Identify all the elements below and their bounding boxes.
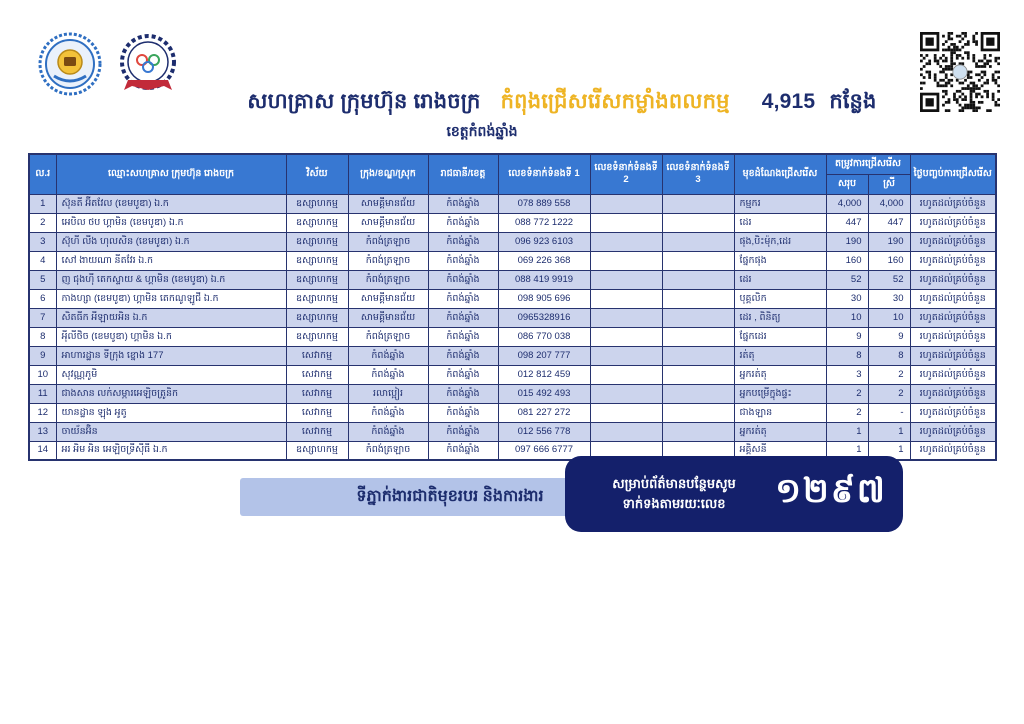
cell-female: 1 xyxy=(868,422,910,441)
cell-total: 2 xyxy=(826,403,868,422)
cell-no: 4 xyxy=(29,251,56,270)
col-header-female: ស្រី xyxy=(868,174,910,194)
agency-name: ទីភ្នាក់ងារជាតិមុខរបរ និងការងារ xyxy=(356,488,544,505)
cell-phone3 xyxy=(662,308,734,327)
cell-district: កំពង់ត្រឡាច xyxy=(348,251,428,270)
cell-female: 8 xyxy=(868,346,910,365)
vacancy-count: 4,915 xyxy=(761,90,816,113)
cell-province: កំពង់ឆ្នាំង xyxy=(428,289,498,308)
cell-no: 14 xyxy=(29,441,56,460)
cell-province: កំពង់ឆ្នាំង xyxy=(428,308,498,327)
cell-name: យានដ្ឋាន ឡុង អូតូ xyxy=(56,403,286,422)
cell-deadline: រហូតដល់គ្រប់ចំនួន xyxy=(910,403,996,422)
cell-phone1: 081 227 272 xyxy=(498,403,590,422)
cell-district: រលាប្អៀរ xyxy=(348,384,428,403)
title-accent: កំពុងជ្រើសរើសកម្លាំងពលកម្ម xyxy=(500,90,730,113)
col-header-position: មុខដំណែងជ្រើសរើស xyxy=(734,154,826,194)
cell-total: 9 xyxy=(826,327,868,346)
cell-total: 4,000 xyxy=(826,194,868,213)
cell-position: អគ្គិសនី xyxy=(734,441,826,460)
cell-phone2 xyxy=(590,365,662,384)
col-header-district: ក្រុង/ខណ្ឌ/ស្រុក xyxy=(348,154,428,194)
cell-sector: ឧស្សាហកម្ម xyxy=(286,327,348,346)
col-header-deadline: ថ្ងៃបញ្ចប់ការជ្រើសរើស xyxy=(910,154,996,194)
cell-phone3 xyxy=(662,194,734,213)
cell-district: កំពង់ត្រឡាច xyxy=(348,232,428,251)
hotline-label-line2: ទាក់ទងតាមរយៈលេខ xyxy=(622,496,726,511)
cell-total: 2 xyxy=(826,384,868,403)
cell-position: ផុង,បិះម៉ុក,ដេរ xyxy=(734,232,826,251)
cell-deadline: រហូតដល់គ្រប់ចំនួន xyxy=(910,251,996,270)
cell-phone1: 096 923 6103 xyxy=(498,232,590,251)
cell-phone3 xyxy=(662,232,734,251)
cell-deadline: រហូតដល់គ្រប់ចំនួន xyxy=(910,365,996,384)
cell-phone1: 086 770 038 xyxy=(498,327,590,346)
cell-female: - xyxy=(868,403,910,422)
cell-name: ស៊ុនតី អ៊ីតវែល (ខេមបូឌា) ឯ.ក xyxy=(56,194,286,213)
cell-sector: សេវាកម្ម xyxy=(286,403,348,422)
cell-name: អុីលីថិច (ខេមបូឌា) ហ្គាមិន ឯ.ក xyxy=(56,327,286,346)
cell-deadline: រហូតដល់គ្រប់ចំនួន xyxy=(910,232,996,251)
cell-deadline: រហូតដល់គ្រប់ចំនួន xyxy=(910,346,996,365)
cell-district: កំពង់ឆ្នាំង xyxy=(348,346,428,365)
cell-position: ផ្នែកដេរ xyxy=(734,327,826,346)
col-header-phone1: លេខទំនាក់ទំនងទី 1 xyxy=(498,154,590,194)
col-header-phone3: លេខទំនាក់ទំនងទី 3 xyxy=(662,154,734,194)
cell-phone2 xyxy=(590,422,662,441)
cell-female: 2 xyxy=(868,365,910,384)
cell-deadline: រហូតដល់គ្រប់ចំនួន xyxy=(910,308,996,327)
cell-position: អ្នករត់តុ xyxy=(734,422,826,441)
cell-no: 13 xyxy=(29,422,56,441)
cell-district: សាមគ្គីមានជ័យ xyxy=(348,308,428,327)
cell-phone1: 069 226 368 xyxy=(498,251,590,270)
table-row xyxy=(29,232,996,251)
cell-sector: សេវាកម្ម xyxy=(286,384,348,403)
cell-total: 3 xyxy=(826,365,868,384)
cell-phone1: 078 889 558 xyxy=(498,194,590,213)
cell-phone3 xyxy=(662,346,734,365)
cell-total: 30 xyxy=(826,289,868,308)
cell-total: 10 xyxy=(826,308,868,327)
cell-no: 8 xyxy=(29,327,56,346)
cell-deadline: រហូតដល់គ្រប់ចំនួន xyxy=(910,327,996,346)
cell-female: 1 xyxy=(868,441,910,460)
cell-district: សាមគ្គីមានជ័យ xyxy=(348,213,428,232)
cell-province: កំពង់ឆ្នាំង xyxy=(428,384,498,403)
cell-position: ជាងឡាន xyxy=(734,403,826,422)
table-header xyxy=(29,154,996,194)
cell-female: 30 xyxy=(868,289,910,308)
cell-phone1: 097 666 6777 xyxy=(498,441,590,460)
cell-district: កំពង់ឆ្នាំង xyxy=(348,422,428,441)
cell-phone3 xyxy=(662,327,734,346)
cell-phone1: 012 812 459 xyxy=(498,365,590,384)
cell-name: អេបិល ថប ហ្គាមិន (ខេមបូឌា) ឯ.ក xyxy=(56,213,286,232)
cell-district: កំពង់ត្រឡាច xyxy=(348,441,428,460)
cell-district: កំពង់ឆ្នាំង xyxy=(348,403,428,422)
cell-total: 1 xyxy=(826,441,868,460)
cell-name: ជាងសាន លក់សម្ភារអេឡិចត្រូនិក xyxy=(56,384,286,403)
cell-phone3 xyxy=(662,289,734,308)
table-row xyxy=(29,403,996,422)
cell-sector: សេវាកម្ម xyxy=(286,422,348,441)
table-body xyxy=(29,194,996,460)
cell-position: កម្មករ xyxy=(734,194,826,213)
cell-name: សិតធីក អីឡាយអិន ឯ.ក xyxy=(56,308,286,327)
cell-district: កំពង់ត្រឡាច xyxy=(348,327,428,346)
cell-total: 1 xyxy=(826,422,868,441)
table-row xyxy=(29,308,996,327)
cell-total: 52 xyxy=(826,270,868,289)
hotline-label xyxy=(565,474,773,514)
table-row xyxy=(29,346,996,365)
cell-province: កំពង់ឆ្នាំង xyxy=(428,327,498,346)
cell-female: 160 xyxy=(868,251,910,270)
cell-phone3 xyxy=(662,213,734,232)
cell-phone2 xyxy=(590,251,662,270)
cell-phone3 xyxy=(662,365,734,384)
cell-sector: ឧស្សាហកម្ម xyxy=(286,232,348,251)
title-main: សហគ្រាស ក្រុមហ៊ុន រោងចក្រ xyxy=(247,90,481,113)
hotline-label-line1: សម្រាប់ព័ត៌មានបន្ថែមសូម xyxy=(612,475,736,491)
cell-phone3 xyxy=(662,403,734,422)
cell-female: 447 xyxy=(868,213,910,232)
table-row xyxy=(29,384,996,403)
cell-no: 12 xyxy=(29,403,56,422)
cell-no: 2 xyxy=(29,213,56,232)
cell-phone3 xyxy=(662,384,734,403)
cell-sector: សេវាកម្ម xyxy=(286,346,348,365)
table-row xyxy=(29,270,996,289)
header-logos xyxy=(38,32,180,96)
cell-sector: ឧស្សាហកម្ម xyxy=(286,251,348,270)
cell-sector: សេវាកម្ម xyxy=(286,365,348,384)
cell-female: 52 xyxy=(868,270,910,289)
cell-female: 9 xyxy=(868,327,910,346)
table-row xyxy=(29,422,996,441)
cell-position: ដេរ xyxy=(734,213,826,232)
cell-total: 447 xyxy=(826,213,868,232)
cell-phone3 xyxy=(662,270,734,289)
cell-phone1: 098 905 696 xyxy=(498,289,590,308)
cell-deadline: រហូតដល់គ្រប់ចំនួន xyxy=(910,194,996,213)
table-row xyxy=(29,289,996,308)
col-header-province: រាជធានី/ខេត្ត xyxy=(428,154,498,194)
cell-name: អរ អិម អិន អេឡិចទ្រីស៊ីធី ឯ.ក xyxy=(56,441,286,460)
cell-female: 190 xyxy=(868,232,910,251)
cell-name: សៅ ងាយណា នីតវែរ ឯ.ក xyxy=(56,251,286,270)
cell-no: 3 xyxy=(29,232,56,251)
cell-phone2 xyxy=(590,232,662,251)
cell-province: កំពង់ឆ្នាំង xyxy=(428,194,498,213)
cell-position: អ្នកបម្រើក្នុងផ្ទះ xyxy=(734,384,826,403)
cell-phone1: 015 492 493 xyxy=(498,384,590,403)
cell-sector: ឧស្សាហកម្ម xyxy=(286,289,348,308)
cell-no: 1 xyxy=(29,194,56,213)
cell-position: រត់តុ xyxy=(734,346,826,365)
cell-sector: ឧស្សាហកម្ម xyxy=(286,441,348,460)
cell-name: ចាយ័នអ៊ិន xyxy=(56,422,286,441)
cell-phone2 xyxy=(590,289,662,308)
cell-phone2 xyxy=(590,384,662,403)
table-row xyxy=(29,194,996,213)
cell-deadline: រហូតដល់គ្រប់ចំនួន xyxy=(910,289,996,308)
cell-phone2 xyxy=(590,213,662,232)
cell-no: 6 xyxy=(29,289,56,308)
cell-district: កំពង់ឆ្នាំង xyxy=(348,365,428,384)
cell-phone3 xyxy=(662,251,734,270)
cell-position: ផ្នែកផុង xyxy=(734,251,826,270)
cell-province: កំពង់ឆ្នាំង xyxy=(428,365,498,384)
cell-province: កំពង់ឆ្នាំង xyxy=(428,441,498,460)
table-row xyxy=(29,251,996,270)
cell-sector: ឧស្សាហកម្ម xyxy=(286,308,348,327)
cell-district: កំពង់ត្រឡាច xyxy=(348,270,428,289)
cell-position: បុគ្គលិក xyxy=(734,289,826,308)
cell-deadline: រហូតដល់គ្រប់ចំនួន xyxy=(910,270,996,289)
cell-total: 8 xyxy=(826,346,868,365)
col-header-name: ឈ្មោះសហគ្រាស ក្រុមហ៊ុន រោងចក្រ xyxy=(56,154,286,194)
cell-name: កាងហ្សា (ខេមបូឌា) ហ្គាមិន តេកណូឡូជី ឯ.ក xyxy=(56,289,286,308)
cell-phone1: 0965328916 xyxy=(498,308,590,327)
table-row xyxy=(29,327,996,346)
table-row xyxy=(29,365,996,384)
cell-no: 10 xyxy=(29,365,56,384)
cell-province: កំពង់ឆ្នាំង xyxy=(428,232,498,251)
cell-phone1: 098 207 777 xyxy=(498,346,590,365)
cell-no: 7 xyxy=(29,308,56,327)
cell-deadline: រហូតដល់គ្រប់ចំនួន xyxy=(910,422,996,441)
hotline-box xyxy=(565,456,903,532)
cell-sector: ឧស្សាហកម្ម xyxy=(286,270,348,289)
jobs-table xyxy=(28,153,997,461)
cell-female: 4,000 xyxy=(868,194,910,213)
cell-phone1: 012 556 778 xyxy=(498,422,590,441)
cell-no: 11 xyxy=(29,384,56,403)
cell-name: ស៊ុហី លីង ហុលសិន (ខេមបូឌា) ឯ.ក xyxy=(56,232,286,251)
cell-district: សាមគ្គីមានជ័យ xyxy=(348,289,428,308)
col-header-total: សរុប xyxy=(826,174,868,194)
cell-province: កំពង់ឆ្នាំង xyxy=(428,251,498,270)
cell-deadline: រហូតដល់គ្រប់ចំនួន xyxy=(910,441,996,460)
cell-phone3 xyxy=(662,422,734,441)
cell-name: សុវណ្ណភូមិ xyxy=(56,365,286,384)
cell-province: កំពង់ឆ្នាំង xyxy=(428,213,498,232)
col-header-demand-group: តម្រូវការជ្រើសរើស xyxy=(826,154,910,174)
cell-position: អ្នករត់តុ xyxy=(734,365,826,384)
page-title xyxy=(120,88,1004,119)
cell-deadline: រហូតដល់គ្រប់ចំនួន xyxy=(910,384,996,403)
cell-phone2 xyxy=(590,403,662,422)
cell-position: ដេរ xyxy=(734,270,826,289)
cell-province: កំពង់ឆ្នាំង xyxy=(428,270,498,289)
cell-position: ដេរ , ពិនិត្យ xyxy=(734,308,826,327)
cell-phone2 xyxy=(590,194,662,213)
cell-female: 2 xyxy=(868,384,910,403)
col-header-sector: វិស័យ xyxy=(286,154,348,194)
cell-district: សាមគ្គីមានជ័យ xyxy=(348,194,428,213)
cell-total: 160 xyxy=(826,251,868,270)
cell-province: កំពង់ឆ្នាំង xyxy=(428,403,498,422)
cell-province: កំពង់ឆ្នាំង xyxy=(428,422,498,441)
cell-phone2 xyxy=(590,270,662,289)
cell-sector: ឧស្សាហកម្ម xyxy=(286,213,348,232)
cell-phone2 xyxy=(590,346,662,365)
col-header-no: ល.រ xyxy=(29,154,56,194)
province-subtitle: ខេត្តកំពង់ឆ្នាំង xyxy=(446,123,518,139)
ministry-logo-icon xyxy=(116,32,180,96)
table-row xyxy=(29,213,996,232)
cell-province: កំពង់ឆ្នាំង xyxy=(428,346,498,365)
cell-name: អាហារដ្ឋាន ទីក្រុង ខ្នោង 177 xyxy=(56,346,286,365)
cell-phone1: 088 419 9919 xyxy=(498,270,590,289)
cell-name: ញ ជុងហ៊ី តេកស្ទាយ & ហ្គាមិន (ខេមបូឌា) ឯ.ក xyxy=(56,270,286,289)
hotline-number: ១២៩៧ xyxy=(775,472,887,510)
vacancy-unit: កន្លែង xyxy=(829,90,877,113)
cell-deadline: រហូតដល់គ្រប់ចំនួន xyxy=(910,213,996,232)
cell-phone1: 088 772 1222 xyxy=(498,213,590,232)
cell-no: 5 xyxy=(29,270,56,289)
cell-phone2 xyxy=(590,327,662,346)
cell-phone2 xyxy=(590,308,662,327)
nea-logo-icon xyxy=(38,32,102,96)
cell-sector: ឧស្សាហកម្ម xyxy=(286,194,348,213)
cell-total: 190 xyxy=(826,232,868,251)
col-header-phone2: លេខទំនាក់ទំនងទី 2 xyxy=(590,154,662,194)
cell-female: 10 xyxy=(868,308,910,327)
cell-no: 9 xyxy=(29,346,56,365)
